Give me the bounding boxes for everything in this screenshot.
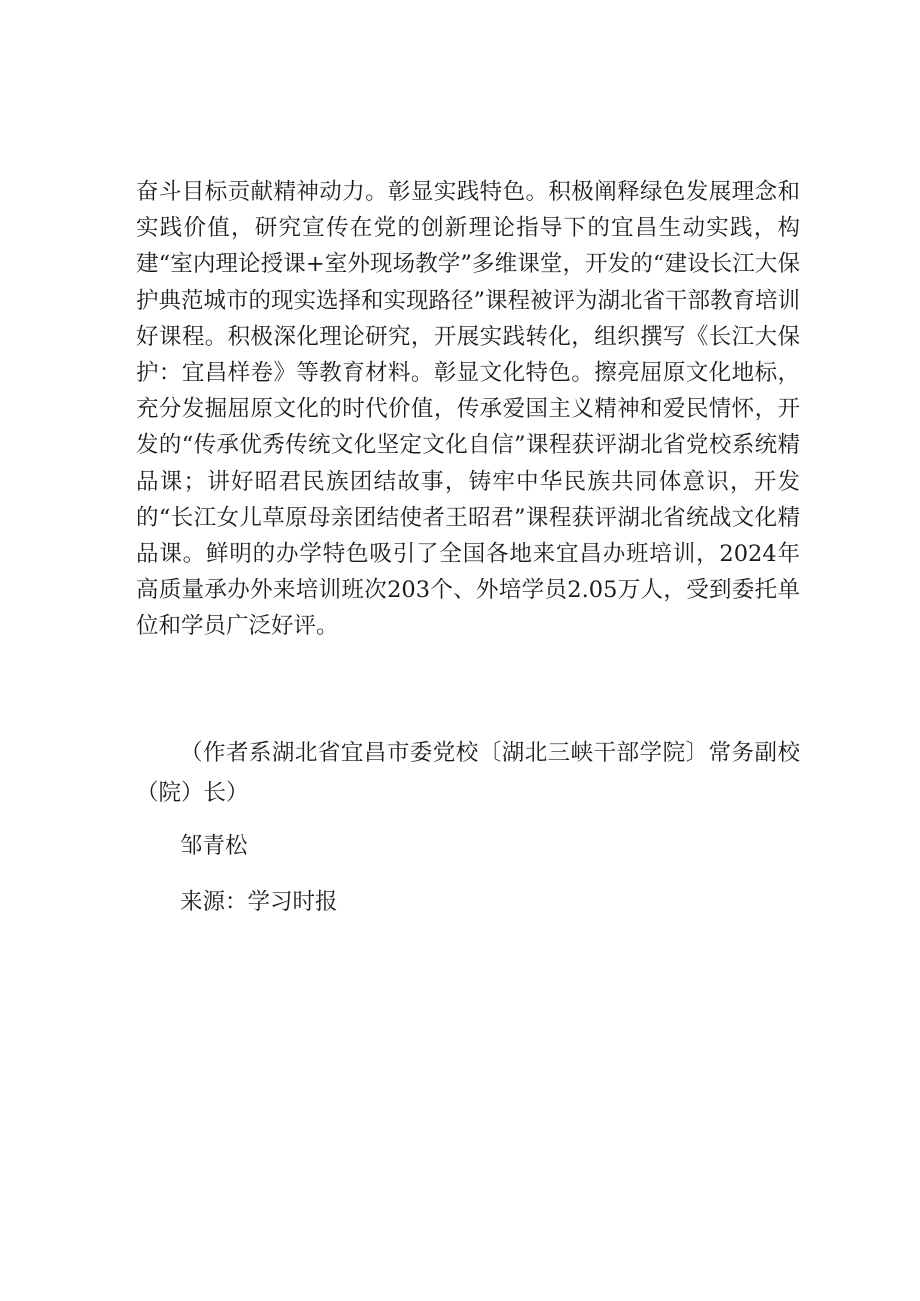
author-affiliation-note: （作者系湖北省宜昌市委党校〔湖北三峡干部学院〕常务副校（院）长） <box>136 740 800 806</box>
article-source: 来源：学习时报 <box>180 889 338 915</box>
article-body-paragraph: 奋斗目标贡献精神动力。彰显实践特色。积极阐释绿色发展理念和实践价值，研究宣传在党的创新理论指导下的宜昌生动实践，构建“室内理论授课+室外现场教学”多维课堂，开发的“建设长江大保护典范城市的现实选择和实现路径”课程被评为湖北省干部教育培训好课程。积极深化理论研究，开展实践转化，组织撰写《长江大保护：宜昌样卷》等教育材料。彰显文化特色。擦亮屈原文化地标，充分发掘屈原文化的时代价值，传承爱国主义精神和爱民情怀，开发的“传承优秀传统文化坚定文化自信”课程获评湖北省党校系统精品课；讲好昭君民族团结故事，铸牢中华民族共同体意识，开发的“长江女儿草原母亲团结使者王昭君”课程获评湖北省统战文化精品课。鲜明的办学特色吸引了全国各地来宜昌办班培训，2024年高质量承办外来培训班次203个、外培学员2.05万人，受到委托单位和学员广泛好评。 <box>136 179 801 640</box>
author-name: 邹青松 <box>180 833 248 859</box>
